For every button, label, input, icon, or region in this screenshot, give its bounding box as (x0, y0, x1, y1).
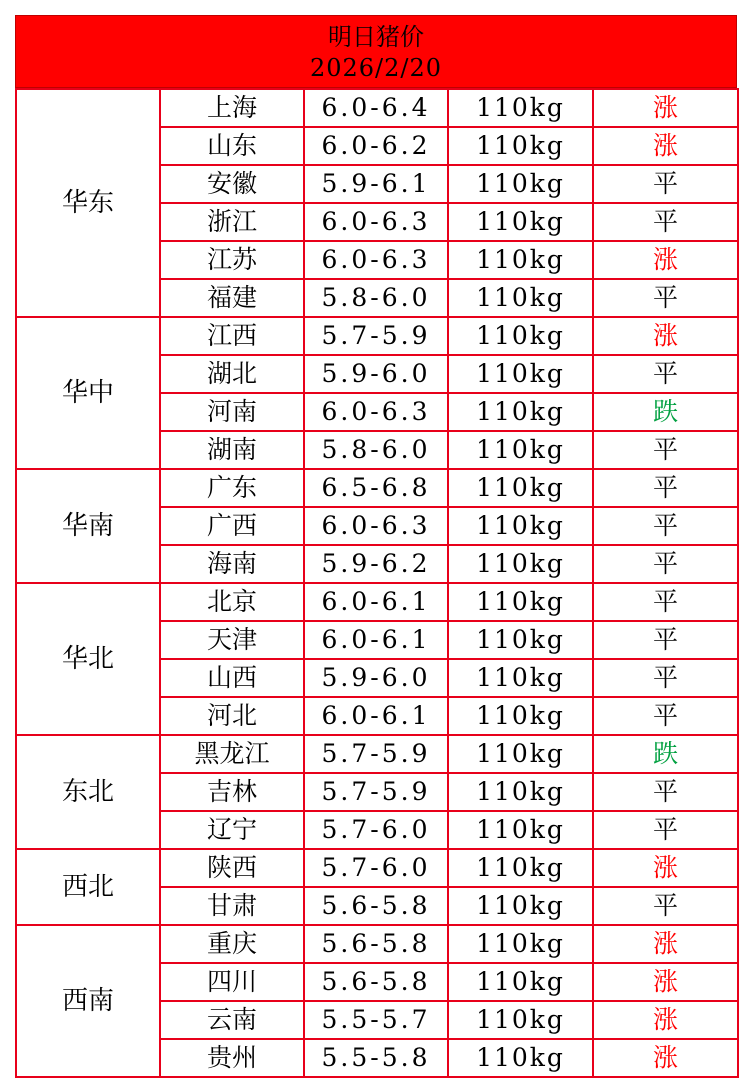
trend-cell: 平 (593, 355, 738, 393)
province-cell: 安徽 (160, 165, 304, 203)
province-cell: 陕西 (160, 849, 304, 887)
province-cell: 浙江 (160, 203, 304, 241)
table-row (16, 89, 738, 127)
trend-cell: 平 (593, 469, 738, 507)
province-cell: 海南 (160, 545, 304, 583)
region-cell: 华中 (16, 317, 160, 469)
weight-cell: 110kg (448, 355, 593, 393)
province-cell: 黑龙江 (160, 735, 304, 773)
province-cell: 辽宁 (160, 811, 304, 849)
weight-cell: 110kg (448, 279, 593, 317)
province-cell: 云南 (160, 1001, 304, 1039)
region-cell: 西北 (16, 849, 160, 925)
weight-cell: 110kg (448, 963, 593, 1001)
price-range-cell: 5.7-6.0 (304, 849, 448, 887)
price-range-cell: 5.7-5.9 (304, 735, 448, 773)
trend-cell: 平 (593, 165, 738, 203)
price-range-cell: 6.0-6.3 (304, 507, 448, 545)
price-range-cell: 5.5-5.8 (304, 1039, 448, 1077)
weight-cell: 110kg (448, 89, 593, 127)
price-range-cell: 5.8-6.0 (304, 431, 448, 469)
trend-cell: 平 (593, 431, 738, 469)
province-cell: 广西 (160, 507, 304, 545)
trend-cell: 平 (593, 811, 738, 849)
province-cell: 贵州 (160, 1039, 304, 1077)
province-cell: 河北 (160, 697, 304, 735)
region-cell: 西南 (16, 925, 160, 1077)
trend-cell: 涨 (593, 127, 738, 165)
province-cell: 重庆 (160, 925, 304, 963)
trend-cell: 平 (593, 773, 738, 811)
weight-cell: 110kg (448, 621, 593, 659)
weight-cell: 110kg (448, 469, 593, 507)
trend-cell: 平 (593, 545, 738, 583)
weight-cell: 110kg (448, 659, 593, 697)
weight-cell: 110kg (448, 849, 593, 887)
table-row (16, 849, 738, 887)
weight-cell: 110kg (448, 887, 593, 925)
weight-cell: 110kg (448, 203, 593, 241)
weight-cell: 110kg (448, 697, 593, 735)
province-cell: 上海 (160, 89, 304, 127)
trend-cell: 涨 (593, 241, 738, 279)
province-cell: 湖南 (160, 431, 304, 469)
price-range-cell: 6.0-6.3 (304, 203, 448, 241)
province-cell: 吉林 (160, 773, 304, 811)
weight-cell: 110kg (448, 1039, 593, 1077)
weight-cell: 110kg (448, 127, 593, 165)
table-row (16, 583, 738, 621)
province-cell: 湖北 (160, 355, 304, 393)
trend-cell: 跌 (593, 735, 738, 773)
trend-cell: 涨 (593, 849, 738, 887)
weight-cell: 110kg (448, 431, 593, 469)
price-range-cell: 6.0-6.1 (304, 621, 448, 659)
price-range-cell: 5.7-6.0 (304, 811, 448, 849)
price-table-body (16, 89, 738, 1077)
province-cell: 山东 (160, 127, 304, 165)
price-range-cell: 5.7-5.9 (304, 317, 448, 355)
trend-cell: 涨 (593, 963, 738, 1001)
table-row (16, 925, 738, 963)
region-cell: 东北 (16, 735, 160, 849)
trend-cell: 涨 (593, 925, 738, 963)
price-range-cell: 5.6-5.8 (304, 925, 448, 963)
province-cell: 江苏 (160, 241, 304, 279)
price-table (15, 88, 739, 1078)
province-cell: 甘肃 (160, 887, 304, 925)
province-cell: 福建 (160, 279, 304, 317)
province-cell: 四川 (160, 963, 304, 1001)
trend-cell: 平 (593, 507, 738, 545)
sheet-header (15, 15, 737, 88)
province-cell: 江西 (160, 317, 304, 355)
trend-cell: 平 (593, 659, 738, 697)
province-cell: 河南 (160, 393, 304, 431)
province-cell: 广东 (160, 469, 304, 507)
province-cell: 北京 (160, 583, 304, 621)
price-range-cell: 5.6-5.8 (304, 887, 448, 925)
trend-cell: 平 (593, 697, 738, 735)
trend-cell: 平 (593, 887, 738, 925)
price-range-cell: 5.8-6.0 (304, 279, 448, 317)
price-range-cell: 6.0-6.2 (304, 127, 448, 165)
price-range-cell: 5.9-6.2 (304, 545, 448, 583)
weight-cell: 110kg (448, 507, 593, 545)
trend-cell: 涨 (593, 317, 738, 355)
table-row (16, 317, 738, 355)
trend-cell: 平 (593, 279, 738, 317)
province-cell: 天津 (160, 621, 304, 659)
weight-cell: 110kg (448, 583, 593, 621)
weight-cell: 110kg (448, 393, 593, 431)
weight-cell: 110kg (448, 735, 593, 773)
price-range-cell: 6.0-6.1 (304, 583, 448, 621)
price-range-cell: 5.6-5.8 (304, 963, 448, 1001)
region-cell: 华东 (16, 89, 160, 317)
price-range-cell: 6.0-6.4 (304, 89, 448, 127)
weight-cell: 110kg (448, 811, 593, 849)
sheet-date: 2026/2/20 (309, 53, 443, 82)
table-row (16, 469, 738, 507)
trend-cell: 平 (593, 621, 738, 659)
trend-cell: 跌 (593, 393, 738, 431)
sheet-title: 明日猪价 (328, 22, 424, 51)
price-range-cell: 6.5-6.8 (304, 469, 448, 507)
price-range-cell: 5.9-6.0 (304, 659, 448, 697)
region-cell: 华南 (16, 469, 160, 583)
weight-cell: 110kg (448, 165, 593, 203)
weight-cell: 110kg (448, 925, 593, 963)
table-row (16, 735, 738, 773)
trend-cell: 平 (593, 203, 738, 241)
price-range-cell: 6.0-6.1 (304, 697, 448, 735)
trend-cell: 平 (593, 583, 738, 621)
weight-cell: 110kg (448, 1001, 593, 1039)
weight-cell: 110kg (448, 241, 593, 279)
region-cell: 华北 (16, 583, 160, 735)
weight-cell: 110kg (448, 773, 593, 811)
price-range-cell: 6.0-6.3 (304, 241, 448, 279)
trend-cell: 涨 (593, 89, 738, 127)
price-range-cell: 5.9-6.0 (304, 355, 448, 393)
province-cell: 山西 (160, 659, 304, 697)
weight-cell: 110kg (448, 545, 593, 583)
price-range-cell: 5.5-5.7 (304, 1001, 448, 1039)
price-range-cell: 5.9-6.1 (304, 165, 448, 203)
price-range-cell: 6.0-6.3 (304, 393, 448, 431)
weight-cell: 110kg (448, 317, 593, 355)
trend-cell: 涨 (593, 1039, 738, 1077)
price-sheet (15, 15, 737, 1078)
price-range-cell: 5.7-5.9 (304, 773, 448, 811)
trend-cell: 涨 (593, 1001, 738, 1039)
